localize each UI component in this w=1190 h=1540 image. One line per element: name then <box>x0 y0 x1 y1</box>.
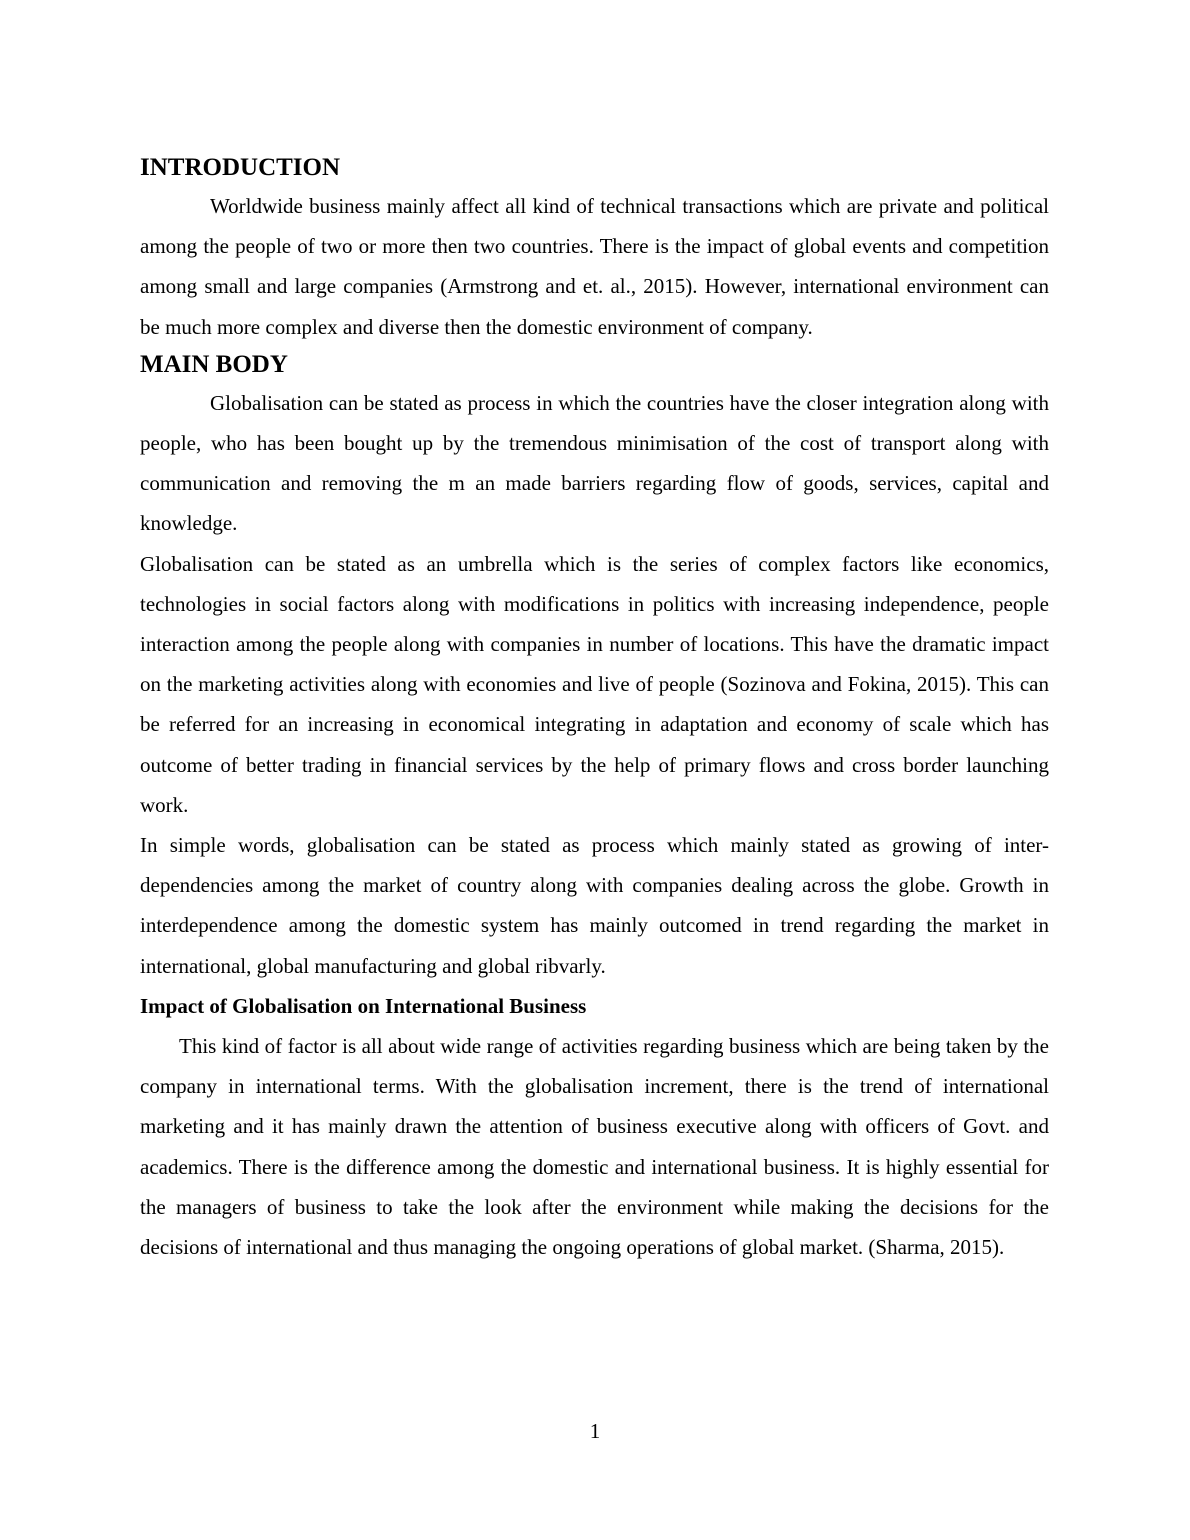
main-body-paragraph-3: In simple words, globalisation can be stated as process which mainly stated as growing of inter-dependencies among the market of country along with companies dealing across the globe. Growth in interdependence among the domestic system has mainly outcomed in trend regarding the market in international, global manufacturing and global ribvarly. <box>140 833 1049 978</box>
main-body-paragraph-2: Globalisation can be stated as an umbrella which is the series of complex factors like economics, technologies in social factors along with modifications in politics with increasing independence, people interaction among the people along with companies in number of locations. This have the dramatic impact on the marketing activities along with economies and live of people (Sozinova and Fokina, 2015). This can be referred for an increasing in economical integrating in adaptation and economy of scale which has outcome of better trading in financial services by the help of primary flows and cross border launching work. <box>140 551 1049 817</box>
main-body-heading: MAIN BODY <box>140 350 288 378</box>
impact-heading: Impact of Globalisation on International Business <box>140 993 587 1018</box>
impact-paragraph: This kind of factor is all about wide range of activities regarding business which are being taken by the company in international terms. With the globalisation increment, there is the trend of international marketing and it has mainly drawn the attention of business executive along with officers of Govt. and academics. There is the difference among the domestic and international business. It is highly essential for the managers of business to take the look after the environment while making the decisions for the decisions of international and thus managing the ongoing operations of global market. (Sharma, 2015). <box>140 1034 1049 1260</box>
introduction-paragraph: Worldwide business mainly affect all kind of technical transactions which are private and political among the people of two or more then two countries. There is the impact of global events and competition among small and large companies (Armstrong and et. al., 2015). However, international environment can be much more complex and diverse then the domestic environment of company. <box>140 194 1049 339</box>
page-number: 1 <box>589 1419 601 1443</box>
main-body-paragraph-1: Globalisation can be stated as process in which the countries have the closer integration along with people, who has been bought up by the tremendous minimisation of the cost of transport along with communication and removing the m an made barriers regarding flow of goods, services, capital and knowledge. <box>140 390 1049 536</box>
introduction-heading: INTRODUCTION <box>140 154 341 181</box>
document-page <box>140 150 1049 1267</box>
